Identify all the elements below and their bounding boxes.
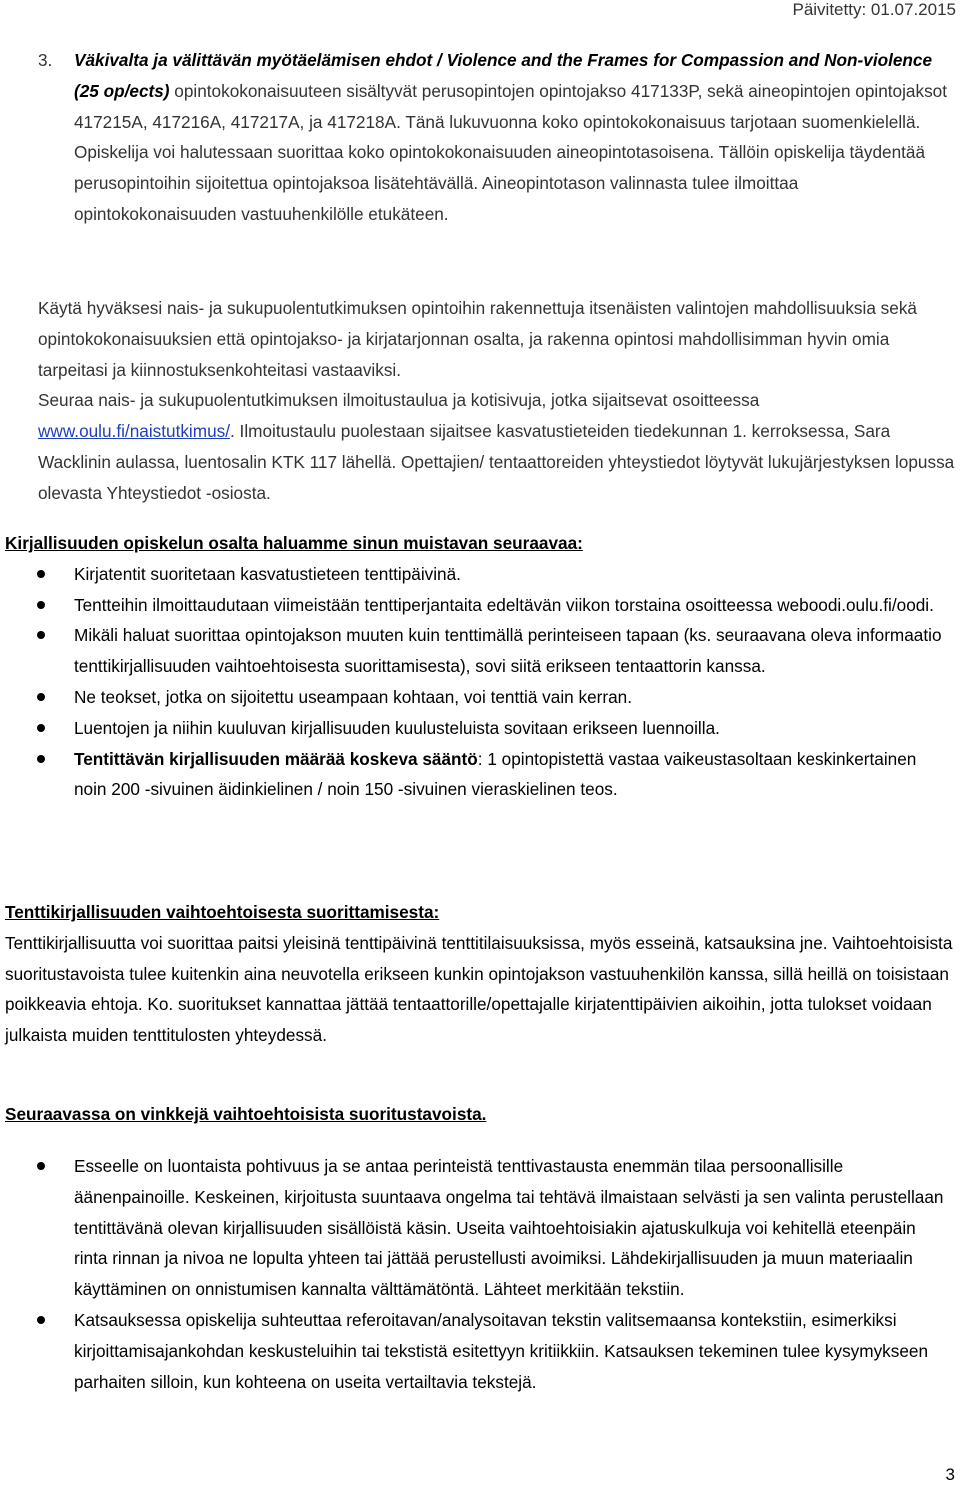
list-item-text: Esseelle on luontaista pohtivuus ja se antaa perinteistä tenttivastausta enemmän tilaa persoonallisille äänenpainoille. Keskeinen, kirjoitusta suuntaava ongelma tai tehtävä ilmaistaan selvästi ja sen valinta perustellaan tentittävänä olevan kirjallisuuden sisällöistä käsin. Useita vaihtoehtoisiakin ajatuskulkuja voi kehitellä eteenpäin rinta rinnan ja nivoa ne lopulta yhteen tai jättää perustellusti avoimiksi. Lähdekirjallisuuden ja muun materiaalin käyttäminen on onnistumisen kannalta välttämätöntä. Lähteet merkitään tekstiin. xyxy=(74,1156,944,1300)
page-number: 3 xyxy=(945,1465,955,1484)
list-item xyxy=(5,744,953,806)
bullet-icon xyxy=(37,1316,45,1324)
bullet-icon xyxy=(37,724,45,732)
section-3-text xyxy=(74,45,956,230)
list-item xyxy=(5,1305,953,1397)
bullet-icon xyxy=(37,570,45,578)
intro-p2-before: Seuraa nais- ja sukupuolentutkimuksen ilmoitustaulua ja kotisivuja, jotka sijaitsevat osoitteessa xyxy=(38,390,760,411)
literature-section xyxy=(5,528,953,805)
intro-p2-after: . Ilmoitustaulu puolestaan sijaitsee kasvatustieteiden tiedekunnan 1. kerroksessa, Sara Wacklinin aulassa, luentosalin KTK 117 lähellä. Opettajien/ tentaattoreiden yhteystiedot löytyvät lukujärjestyksen lopussa olevasta Yhteystiedot -osiosta. xyxy=(38,421,955,503)
bullet-icon xyxy=(37,693,45,701)
intro-paragraph-2 xyxy=(38,385,956,508)
list-item-text: Kirjatentit suoritetaan kasvatustieteen tenttipäivinä. xyxy=(74,563,461,584)
list-item-text: Luentojen ja niihin kuuluvan kirjallisuuden kuulusteluista sovitaan erikseen luennoilla. xyxy=(74,717,720,738)
tips-list xyxy=(5,1151,953,1397)
section-3 xyxy=(38,45,956,230)
rule-text: : 1 opintopistettä vastaa vaikeustasoltaan keskinkertainen noin 200 -sivuinen äidinkielinen / noin 150 -sivuinen vieraskielinen teos. xyxy=(74,748,917,800)
bullet-icon xyxy=(37,631,45,639)
tips-heading: Seuraavassa on vinkkejä vaihtoehtoisista suoritustavoista. xyxy=(5,1104,487,1124)
tips-list-block xyxy=(5,1151,953,1397)
intro-paragraph-1: Käytä hyväksesi nais- ja sukupuolentutkimuksen opintoihin rakennettuja itsenäisten valintojen mahdollisuuksia sekä opintokokonaisuuksien että opintojakso- ja kirjatarjonnan osalta, ja rakenna opintosi mahdollisimman hyvin omia tarpeitasi ja kiinnostuksenkohteitasi vastaaviksi. xyxy=(38,298,917,380)
literature-heading: Kirjallisuuden opiskelun osalta haluamme sinun muistavan seuraavaa: xyxy=(5,533,583,553)
bullet-icon xyxy=(37,1162,45,1170)
list-item xyxy=(5,713,953,744)
section-number: 3. xyxy=(38,50,53,70)
website-link[interactable]: www.oulu.fi/naistutkimus/ xyxy=(38,421,230,442)
updated-date: Päivitetty: 01.07.2015 xyxy=(792,0,956,19)
alternative-section xyxy=(5,897,953,1051)
list-item xyxy=(5,590,953,621)
list-item-text: Ne teokset, jotka on sijoitettu useampaan kohtaan, voi tenttiä vain kerran. xyxy=(74,686,632,707)
list-item xyxy=(5,559,953,590)
intro-block xyxy=(38,293,956,509)
alternative-heading: Tenttikirjallisuuden vaihtoehtoisesta suorittamisesta: xyxy=(5,902,440,922)
literature-list xyxy=(5,559,953,805)
list-item xyxy=(5,1151,953,1305)
section-3-text-2: Tänä lukuvuonna koko opintokokonaisuus tarjotaan suomenkielellä. Opiskelija voi halutessaan suorittaa koko opintokokonaisuuden aineopintotasoisena. Tällöin opiskelija täydentää perusopintoihin sijoitettua opintojaksoa lisätehtävällä. Aineopintotason valinnasta tulee ilmoittaa opintokokonaisuuden vastuuhenkilölle etukäteen. xyxy=(74,111,926,224)
tips-section xyxy=(5,1099,953,1130)
rule-bold: Tentittävän kirjallisuuden määrää koskeva sääntö xyxy=(74,748,478,769)
section-3-text-1: opintokokonaisuuteen sisältyvät perusopintojen opintojakso 417133P, sekä aineopintojen opintojaksot 417215A, 417216A, 417217A, ja 417218A. xyxy=(74,80,948,132)
list-item-text: Katsauksessa opiskelija suhteuttaa referoitavan/analysoitavan tekstin valitsemaansa kontekstiin, esimerkiksi kirjoittamisajankohdan keskusteluihin tai tekstistä esitettyyn kritiikkiin. Katsauksen tekeminen tulee kysymykseen parhaiten silloin, kun kohteena on useita vertailtavia tekstejä. xyxy=(74,1309,929,1392)
list-item-text: Mikäli haluat suorittaa opintojakson muuten kuin tenttimällä perinteiseen tapaan (ks. seuraavana oleva informaatio tenttikirjallisuuden vaihtoehtoisesta suorittamisesta), sovi siitä erikseen tentaattorin kanssa. xyxy=(74,625,942,677)
bullet-icon xyxy=(37,601,45,609)
alternative-text: Tenttikirjallisuutta voi suorittaa paitsi yleisinä tenttipäivinä tenttitilaisuuksissa, myös esseinä, katsauksina jne. Vaihtoehtoisista suoritustavoista tulee kuitenkin aina neuvotella erikseen kunkin opintojakson vastuuhenkilön kanssa, sillä heillä on toisistaan poikkeavia ehtoja. Ko. suoritukset kannattaa jättää tentaattorille/opettajalle kirjatenttipäivien aikoihin, jotta tulokset voidaan julkaista muiden tenttitulosten yhteydessä. xyxy=(5,932,953,1046)
bullet-icon xyxy=(37,755,45,763)
list-item xyxy=(5,620,953,682)
course-title: Väkivalta ja välittävän myötäelämisen ehdot / Violence and the Frames for Compassion and Non-violence (25 op/ects) xyxy=(74,50,933,101)
list-item xyxy=(5,682,953,713)
list-item-text: Tentteihin ilmoittaudutaan viimeistään tenttiperjantaita edeltävän viikon torstaina osoitteessa weboodi.oulu.fi/oodi. xyxy=(74,594,934,615)
